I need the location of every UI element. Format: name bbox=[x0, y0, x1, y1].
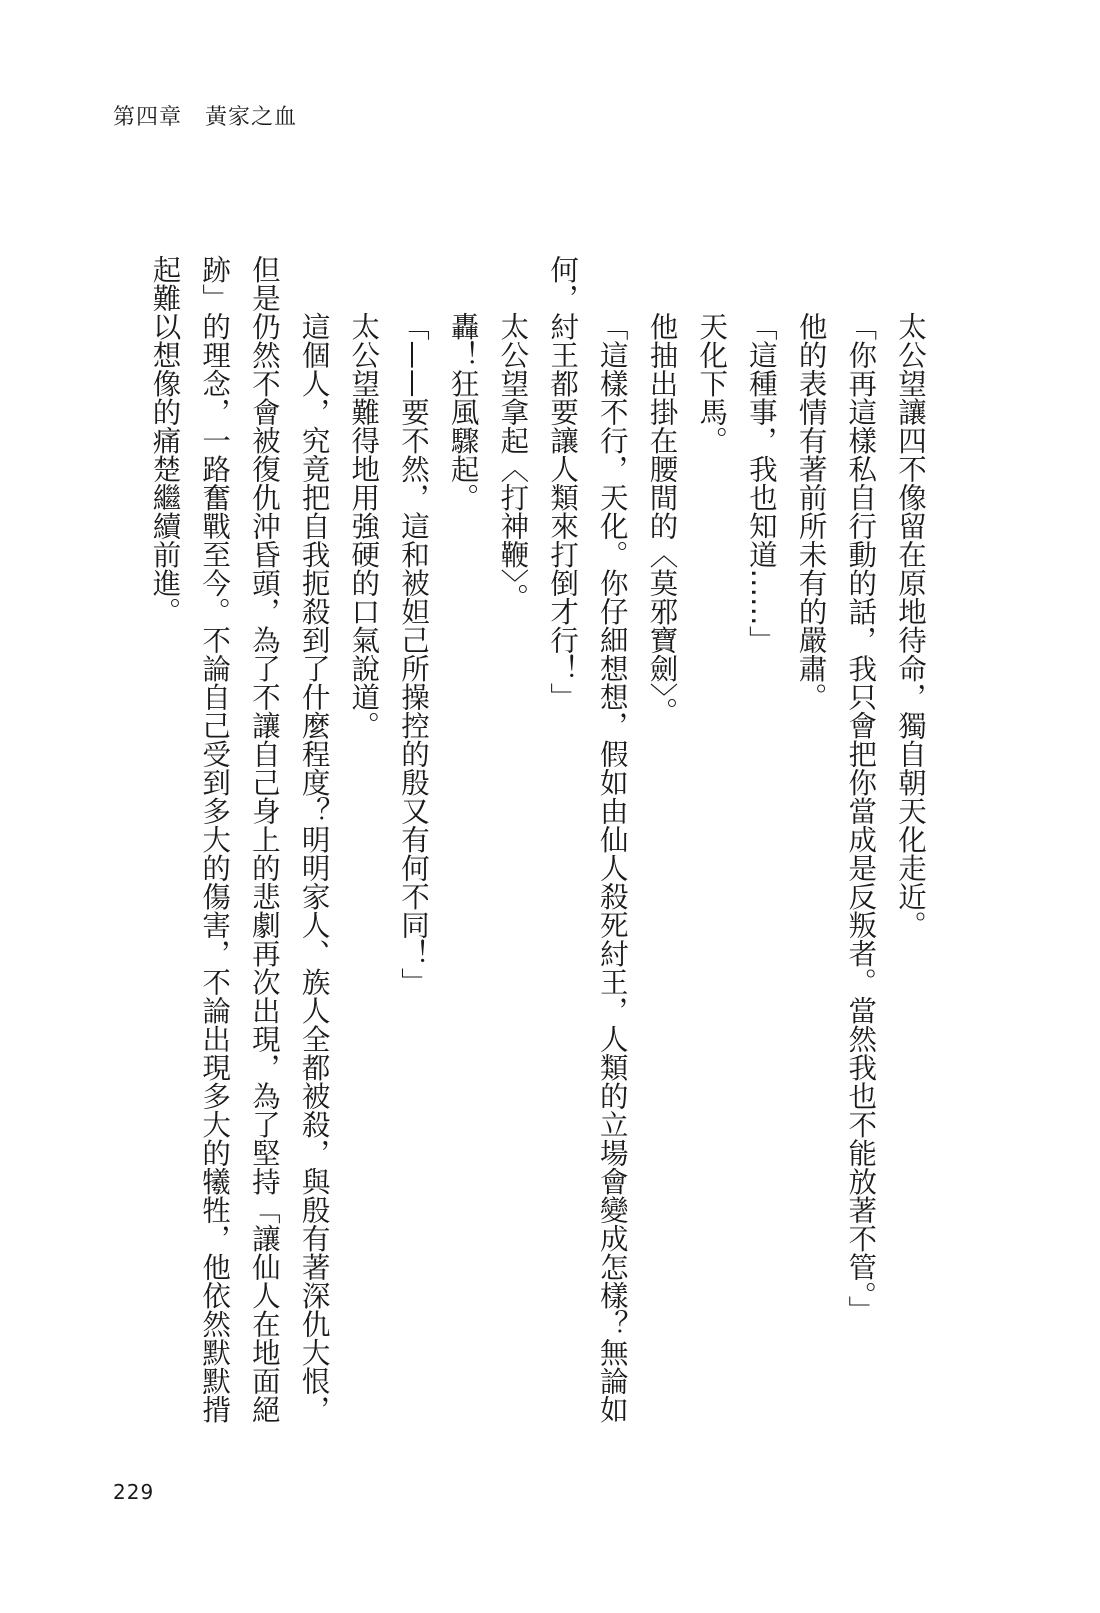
text-column: 「你再這樣私自行動的話，我只會把你當成是反叛者。當然我也不能放著不管。」 bbox=[844, 312, 878, 1324]
text-column: 太公望拿起〈打神鞭〉。 bbox=[496, 312, 530, 612]
text-column: 轟！狂風驟起。 bbox=[446, 312, 480, 512]
text-column: 起難以想像的痛楚繼續前進。 bbox=[148, 255, 182, 626]
text-column: 但是仍然不會被復仇沖昏頭，為了不讓自己身上的悲劇再次出現，為了堅持「讓仙人在地面絕 bbox=[247, 255, 281, 1424]
text-column: 「——要不然，這和被妲己所操控的殷又有何不同！」 bbox=[396, 312, 430, 996]
text-column: 這個人，究竟把自我扼殺到了什麼程度？明明家人、族人全都被殺，與殷有著深仇大恨， bbox=[297, 312, 331, 1424]
text-column: 太公望讓四不像留在原地待命，獨自朝天化走近。 bbox=[894, 312, 927, 939]
vertical-text-body bbox=[115, 255, 935, 1435]
text-column: 天化下馬。 bbox=[695, 312, 729, 455]
chapter-header: 第四章 黃家之血 bbox=[113, 105, 298, 130]
text-column: 「這樣不行，天化。你仔細想想，假如由仙人殺死紂王，人類的立場會變成怎樣？無論如 bbox=[595, 312, 629, 1424]
text-column: 他的表情有著前所未有的嚴肅。 bbox=[794, 312, 828, 711]
text-column: 他抽出掛在腰間的〈莫邪寶劍〉。 bbox=[645, 312, 679, 726]
page-number: 229 bbox=[113, 1480, 155, 1504]
text-column: 跡」的理念，一路奮戰至今。不論自己受到多大的傷害，不論出現多大的犧牲，他依然默默揹 bbox=[198, 255, 232, 1424]
text-column: 何，紂王都要讓人類來打倒才行！」 bbox=[546, 255, 580, 711]
text-column: 「這種事，我也知道……」 bbox=[744, 312, 778, 654]
text-column: 太公望難得地用強硬的口氣說道。 bbox=[347, 312, 381, 740]
